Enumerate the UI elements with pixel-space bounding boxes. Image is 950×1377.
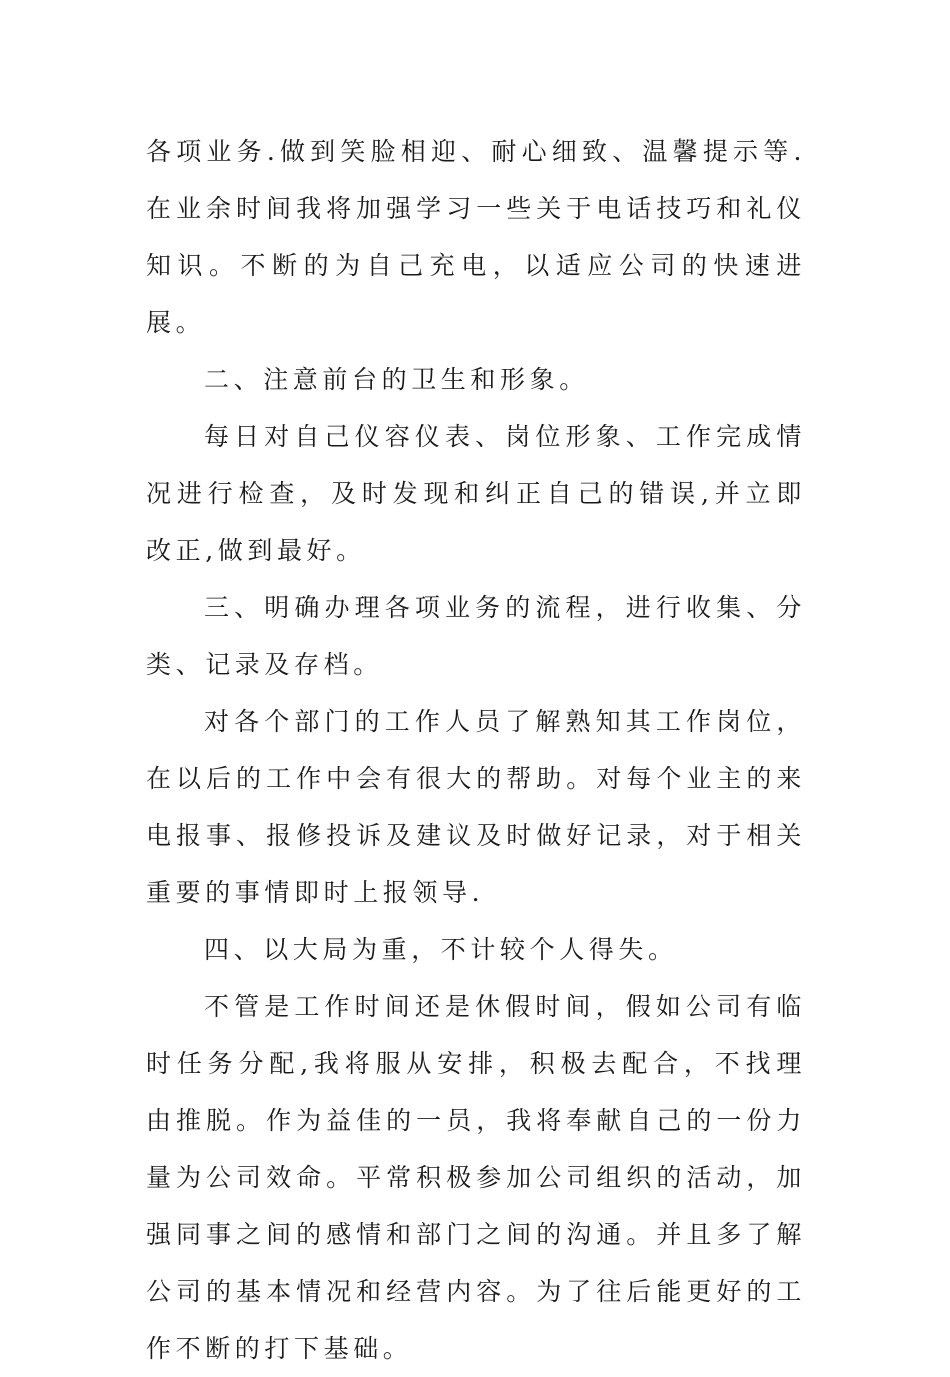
paragraph-continuation: 各项业务.做到笑脸相迎、耐心细致、温馨提示等.在业余时间我将加强学习一些关于电话技巧和礼仪知识。不断的为自己充电，以适应公司的快速进展。 <box>146 137 806 337</box>
section-heading-4: 四、以大局为重，不计较个人得失。 <box>204 935 678 964</box>
document-body <box>146 123 806 1377</box>
section-heading-2: 二、注意前台的卫生和形象。 <box>204 365 589 394</box>
paragraph: 对各个部门的工作人员了解熟知其工作岗位，在以后的工作中会有很大的帮助。对每个业主的来电报事、报修投诉及建议及时做好记录，对于相关重要的事情即时上报领导. <box>146 707 806 907</box>
paragraph: 每日对自己仪容仪表、岗位形象、工作完成情况进行检查，及时发现和纠正自己的错误,并立即改正,做到最好。 <box>146 422 806 565</box>
section-heading-3: 三、明确办理各项业务的流程，进行收集、分类、记录及存档。 <box>146 593 806 679</box>
paragraph: 不管是工作时间还是休假时间，假如公司有临时任务分配,我将服从安排，积极去配合，不找理由推脱。作为益佳的一员，我将奉献自己的一份力量为公司效命。平常积极参加公司组织的活动，加强同事之间的感情和部门之间的沟通。并且多了解公司的基本情况和经营内容。为了往后能更好的工作不断的打下基础。 <box>146 992 806 1363</box>
